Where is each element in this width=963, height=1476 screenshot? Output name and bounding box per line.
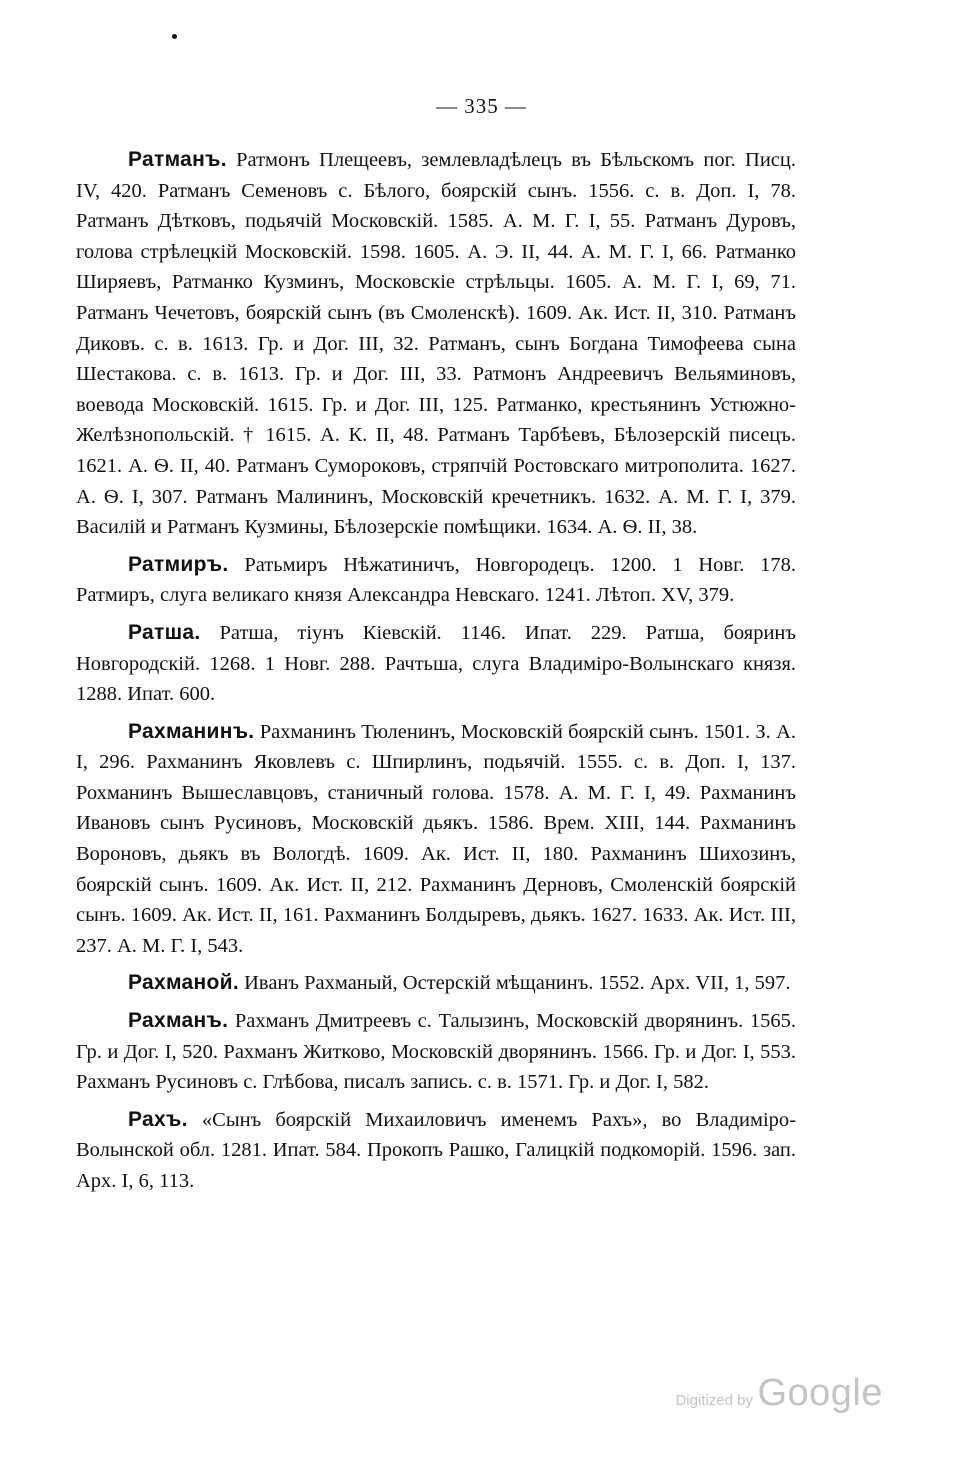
headword: Рахманъ. (128, 1009, 229, 1033)
entry-text: «Сынъ боярскій Михаиловичъ именемъ Рахъ», во Владиміро-Волынской обл. 1281. Ипат. 584. Прокопъ Рашко, Галицкій подкоморій. 1596. зап. Арх. I, 6, 113. (76, 1108, 796, 1192)
entry-rakhmanin (76, 717, 796, 962)
entry-rakhmanoy (76, 968, 796, 999)
headword: Рахманой. (128, 971, 239, 995)
dictionary-text (76, 145, 796, 1204)
entry-ratsha (76, 618, 796, 710)
google-logo: Google (757, 1372, 883, 1414)
entry-text: Ратмонъ Плещеевъ, землевладѣлецъ въ Бѣльскомъ пог. Писц. IV, 420. Ратманъ Семеновъ с. Бѣлого, боярскій сынъ. 1556. с. в. Доп. I, 78. Ратманъ Дѣтковъ, подьячій Московскій. 1585. А. М. Г. I, 55. Ратманъ Дуровъ, голова стрѣлецкій Московскій. 1598. 1605. А. Э. II, 44. А. М. Г. I, 66. Ратманко Ширяевъ, Ратманко Кузминъ, Московскіе стрѣльцы. 1605. А. М. Г. I, 69, 71. Ратманъ Чечетовъ, боярскій сынъ (въ Смоленскѣ). 1609. Ак. Ист. II, 310. Ратманъ Диковъ. с. в. 1613. Гр. и Дог. III, 32. Ратманъ, сынъ Богдана Тимофеева сына Шестакова. с. в. 1613. Гр. и Дог. III, 33. Ратмонъ Андреевичъ Вельяминовъ, воевода Московскій. 1615. Гр. и Дог. III, 125. Ратманко, крестьянинъ Устюжно-Желѣзнопольскій. † 1615. А. К. II, 48. Ратманъ Тарбѣевъ, Бѣлозерскій писецъ. 1621. А. Ѳ. II, 40. Ратманъ Сумороковъ, стряпчій Ростовскаго митрополита. 1627. А. Ѳ. I, 307. Ратманъ Малининъ, Московскій кречетникъ. 1632. А. М. Г. I, 379. Василій и Ратманъ Кузмины, Бѣлозерскіе помѣщики. 1634. А. Ѳ. II, 38. (76, 149, 797, 539)
entry-text: Ратьмиръ Нѣжатиничъ, Новгородецъ. 1200. 1 Новг. 178. Ратмиръ, слуга великаго князя Александра Невскаго. 1241. Лѣтоп. XV, 379. (76, 553, 797, 607)
entry-text: Рахманинъ Тюленинъ, Московскій боярскій сынъ. 1501. З. А. I, 296. Рахманинъ Яковлевъ с. Шпирлинъ, подьячій. 1555. с. в. Доп. I, 137. Рохманинъ Вышеславцовъ, станичный голова. 1578. А. М. Г. I, 49. Рахманинъ Ивановъ сынъ Русиновъ, Московскій дьякъ. 1586. Врем. XIII, 144. Рахманинъ Вороновъ, дьякъ въ Вологдѣ. 1609. Ак. Ист. II, 180. Рахманинъ Шихозинъ, боярскій сынъ. 1609. Ак. Ист. II, 212. Рахманинъ Дерновъ, Смоленскій боярскій сынъ. 1609. Ак. Ист. II, 161. Рахманинъ Болдыревъ, дьякъ. 1627. 1633. Ак. Ист. III, 237. А. М. Г. I, 543. (76, 720, 796, 957)
headword: Ратша. (128, 620, 201, 644)
digitized-by-google-watermark (675, 1372, 883, 1415)
headword: Ратмиръ. (128, 552, 229, 576)
entry-ratmir (76, 550, 796, 611)
headword: Ратманъ. (128, 148, 227, 171)
entry-rakh (76, 1105, 796, 1197)
entry-rakhman (76, 1006, 796, 1098)
watermark-prefix: Digitized by (675, 1392, 753, 1409)
page-number: — 335 — (436, 94, 527, 118)
headword: Рахъ. (128, 1107, 188, 1131)
entry-text: Рахманъ Дмитреевъ с. Талызинъ, Московскій дворянинъ. 1565. Гр. и Дог. I, 520. Рахманъ Житково, Московскій дворянинъ. 1566. Гр. и Дог. I, 553. Рахманъ Русиновъ с. Глѣбова, писалъ запись. с. в. 1571. Гр. и Дог. I, 582. (76, 1010, 796, 1094)
headword: Рахманинъ. (128, 719, 255, 743)
ink-speck (172, 34, 177, 39)
entry-text: Ратша, тіунъ Кіевскій. 1146. Ипат. 229. Ратша, бояринъ Новгородскій. 1268. 1 Новг. 288. Рачтьша, слуга Владиміро-Волынскаго князя. 1288. Ипат. 600. (76, 621, 796, 706)
entry-ratman (76, 145, 796, 543)
entry-text: Иванъ Рахманый, Остерскій мѣщанинъ. 1552. Арх. VII, 1, 597. (244, 972, 791, 995)
